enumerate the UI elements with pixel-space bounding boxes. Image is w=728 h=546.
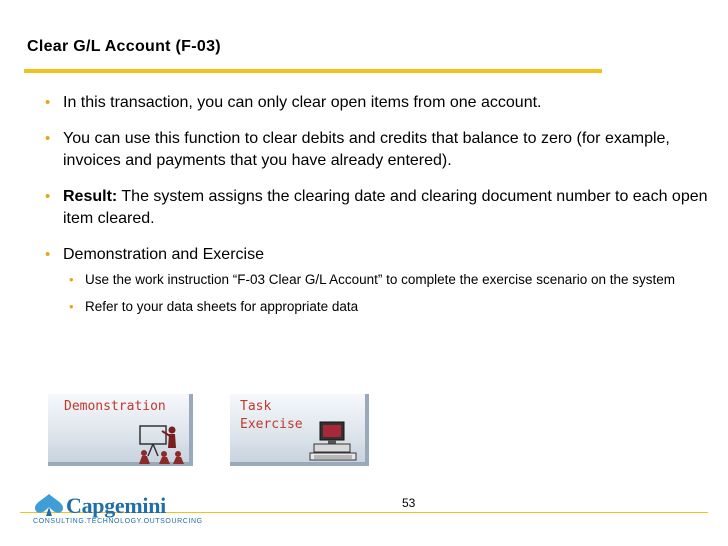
bullet-text: The system assigns the clearing date and clearing document number to each open item cleared. [63,188,708,227]
slide-title: Clear G/L Account (F-03) [27,38,221,55]
task-exercise-card [230,394,369,466]
bullet-dot-icon: • [45,188,51,205]
logo-tagline: CONSULTING.TECHNOLOGY.OUTSOURCING [33,518,203,525]
bullet-text: In this transaction, you can only clear open items from one account. [63,94,542,111]
result-label: Result: [63,188,118,205]
page-number: 53 [402,496,416,510]
computer-workstation-icon [308,420,360,462]
capgemini-logo [30,492,203,536]
spade-logo-icon [32,492,66,518]
demonstration-card [48,394,193,466]
title-underline [24,69,602,73]
sub-bullet-item [68,270,712,289]
sub-bullet-item [68,297,712,316]
bullet-dot-icon: • [45,130,51,147]
bullet-dot-icon: • [45,94,51,111]
bullet-text: Demonstration and Exercise [63,246,264,263]
sub-bullet-text: Use the work instruction “F-03 Clear G/L Account” to complete the exercise scenario on the system [85,272,676,287]
bullet-item [44,186,712,230]
task-exercise-label: Task Exercise [240,399,303,432]
demonstration-label: Demonstration [64,399,166,414]
logo-name: Capgemini [66,493,166,518]
presenter-icon [136,420,184,464]
sub-bullet-list [68,270,712,316]
bullet-list [44,92,712,324]
bullet-dot-icon: • [45,246,51,263]
bullet-item [44,244,712,266]
sub-bullet-text: Refer to your data sheets for appropriate data [85,299,359,314]
bullet-dot-icon: • [69,299,74,314]
bullet-item [44,92,712,114]
bullet-item [44,128,712,172]
bullet-text: You can use this function to clear debits and credits that balance to zero (for example, invoices and payments that you have already entered). [63,130,670,169]
bullet-dot-icon: • [69,272,74,287]
